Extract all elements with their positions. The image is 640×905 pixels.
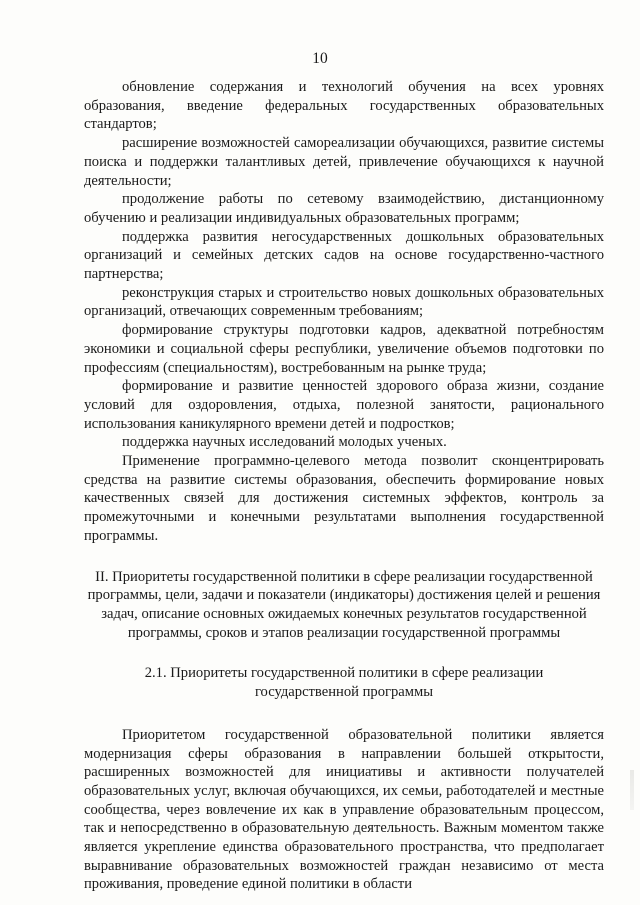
list-item: поддержка научных исследований молодых ученых. [122,434,447,451]
list-item: обновление содержания и технологий обучения на всех уровнях образования, введение федеральных государственных образовательных стандартов; [84,79,604,133]
summary-paragraph: Применение программно-целевого метода позволит сконцентрировать средства на развитие системы образования, обеспечить формирование новых качественных связей для достижения системных эффектов, контроль за промежуточными и конечными результатами выполнения государственной программы. [84,453,604,544]
list-item: формирование структуры подготовки кадров, адекватной потребностям экономики и социальной сферы республики, увеличение объемов подготовки по профессиям (специальностям), востребованным на рынке труда; [84,322,604,376]
list-item: расширение возможностей самореализации обучающихся, развитие системы поиска и поддержки талантливых детей, привлечение обучающихся к научной деятельности; [84,135,604,189]
main-paragraph: Приоритетом государственной образовательной политики является модернизация сферы образования в направлении большей открытости, расширенных возможностей для инициативы и активности получателей образовательных услуг, включая обучающихся, их семьи, работодателей и местные сообщества, через вовлечение их как в управление образовательным процессом, так и непосредственно в образовательную деятельность. Важным моментом также является укрепление единства образовательного пространства, что предполагает выравнивание образовательных возможностей граждан независимо от места проживания, проведение единой политики в области [84,726,604,893]
list-item: поддержка развития негосударственных дошкольных образовательных организаций и семейных детских садов на основе государственно-частного партнерства; [84,228,604,283]
list-item: продолжение работы по сетевому взаимодействию, дистанционному обучению и реализации индивидуальных образовательных программ; [84,191,604,226]
section-heading: II. Приоритеты государственной политики в сфере реализации государственной программы, цели, задачи и показатели (индикаторы) достижения целей и решения задач, описание основных ожидаемых конечных результатов государственной программы, сроков и этапов реализации государственной программы [87,568,601,641]
document-body [84,78,604,894]
scan-edge-mark [630,770,634,810]
list-item: реконструкция старых и строительство новых дошкольных образовательных организаций, отвечающих современным требованиям; [84,284,604,320]
page-number: 10 [312,50,328,67]
subsection-heading: 2.1. Приоритеты государственной политики в сфере реализации государственной программы [144,665,544,701]
list-item: формирование и развитие ценностей здорового образа жизни, создание условий для оздоровления, отдыха, полезной занятости, рационального использования каникулярного времени детей и подростков; [84,378,604,432]
